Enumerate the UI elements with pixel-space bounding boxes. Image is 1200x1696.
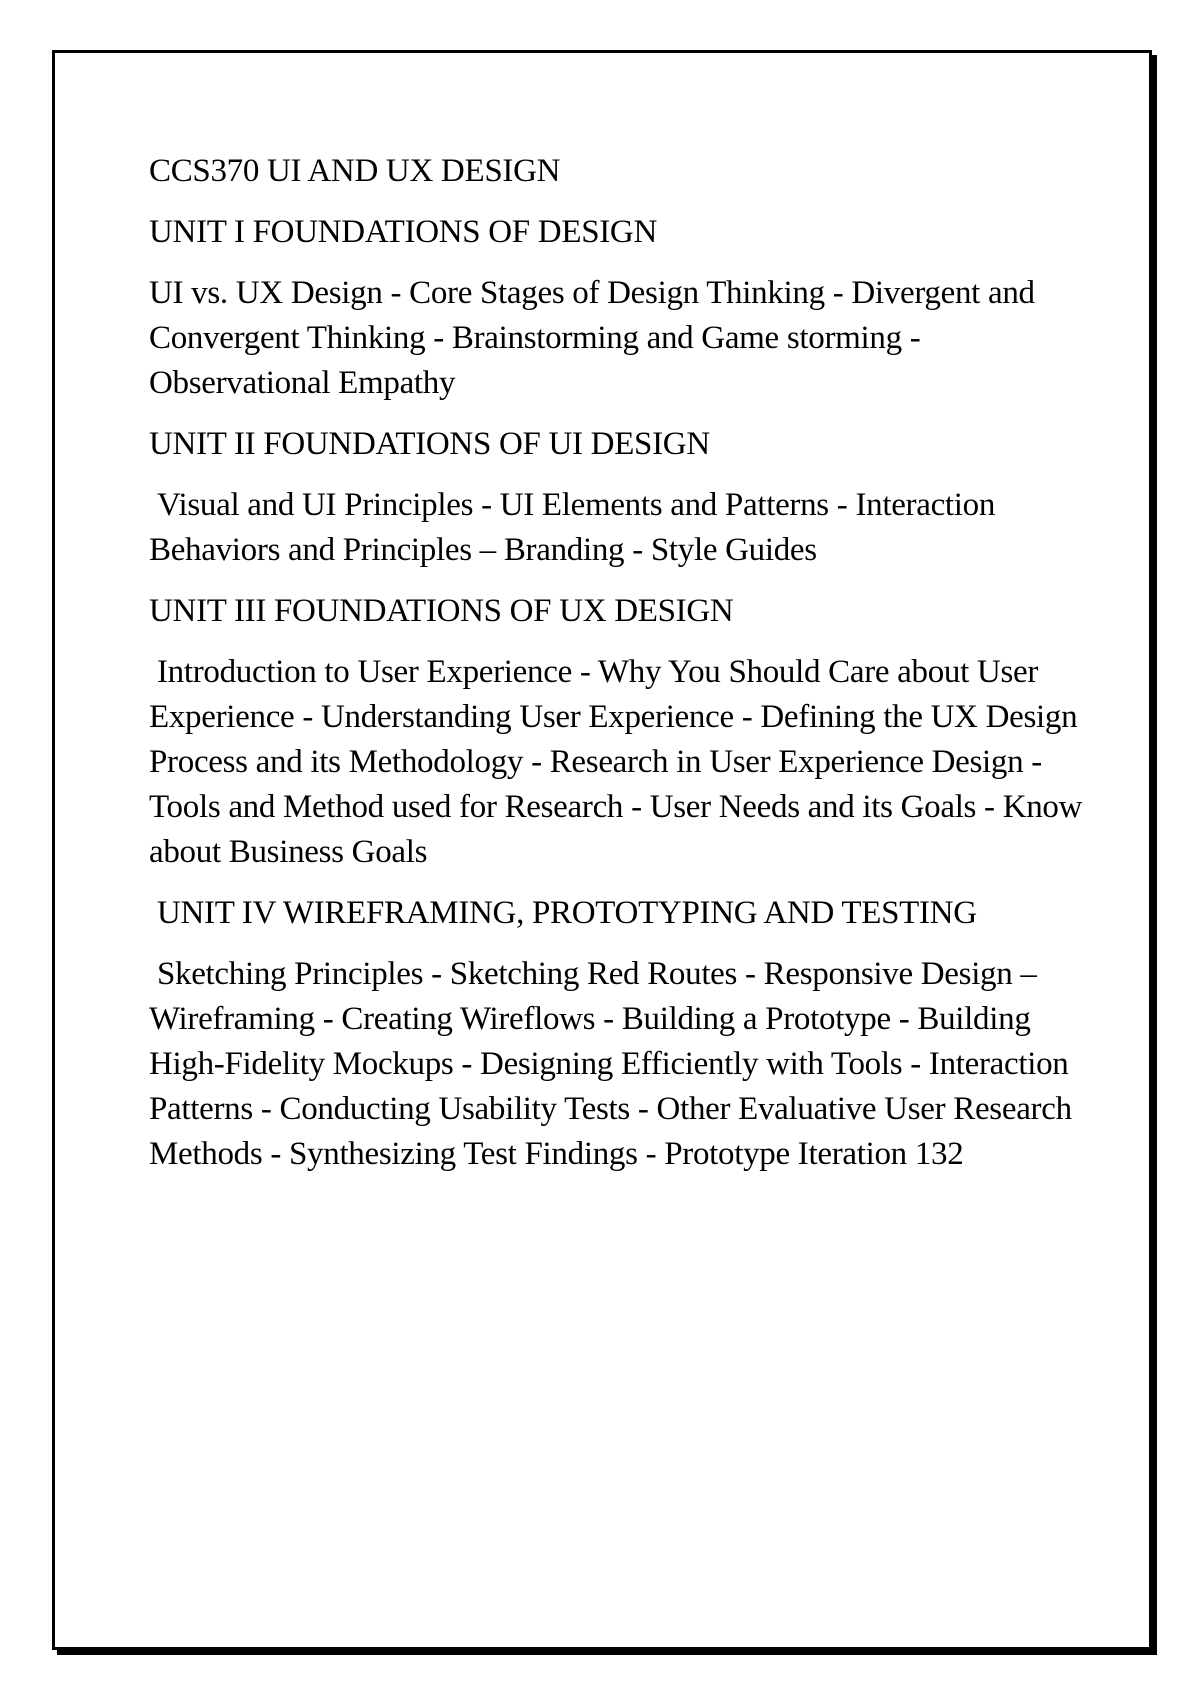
unit-2-body: Visual and UI Principles - UI Elements and Patterns - Interaction Behaviors and Principles – Branding - Style Guides (149, 487, 1004, 568)
unit-2-heading: UNIT II FOUNDATIONS OF UI DESIGN (149, 426, 710, 462)
unit-4-heading: UNIT IV WIREFRAMING, PROTOTYPING AND TESTING (149, 895, 977, 931)
unit-4-body: Sketching Principles - Sketching Red Routes - Responsive Design – Wireframing - Creating Wireflows - Building a Prototype - Building High-Fidelity Mockups - Designing Efficiently with Tools - Interaction Patterns - Conducting Usability Tests - Other Evaluative User Research Methods - Synthesizing Test Findings - Prototype Iteration 132 (149, 956, 1080, 1172)
course-title: CCS370 UI AND UX DESIGN (149, 153, 561, 189)
unit-1-heading: UNIT I FOUNDATIONS OF DESIGN (149, 214, 657, 250)
unit-1-body: UI vs. UX Design - Core Stages of Design Thinking - Divergent and Convergent Thinking - Brainstorming and Game storming - Observational Empathy (149, 275, 1043, 401)
unit-3-body: Introduction to User Experience - Why You Should Care about User Experience - Understanding User Experience - Defining the UX Design Process and its Methodology - Research in User Experience Design - Tools and Method used for Research - User Needs and its Goals - Know about Business Goals (149, 654, 1091, 870)
page-border (52, 50, 1152, 1650)
unit-3-heading: UNIT III FOUNDATIONS OF UX DESIGN (149, 593, 734, 629)
syllabus-content (149, 149, 1089, 1193)
